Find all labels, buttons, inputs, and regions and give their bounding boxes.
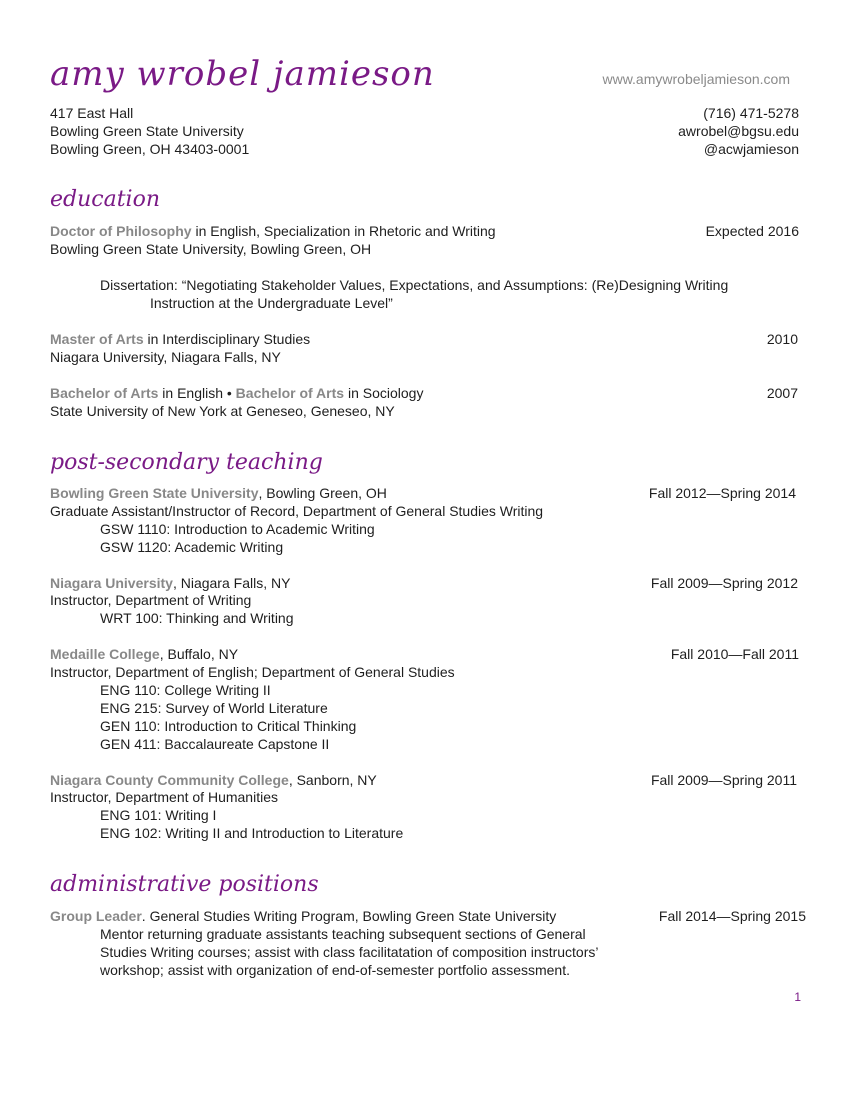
teaching-institution: Niagara County Community College <box>50 772 289 788</box>
admin-desc-line: Studies Writing courses; assist with class facilitatation of composition instructors’ <box>100 944 599 960</box>
teaching-heading: post-secondary teaching <box>50 450 323 475</box>
phone: (716) 471-5278 <box>703 105 799 121</box>
course-item: WRT 100: Thinking and Writing <box>100 610 294 626</box>
ma-date: 2010 <box>766 331 798 347</box>
teaching-dates: Fall 2009—Spring 2012 <box>650 575 798 591</box>
ma-line <box>50 330 310 348</box>
teaching-location: , Sanborn, NY <box>288 772 377 788</box>
phd-line <box>50 222 496 240</box>
course-item: GSW 1110: Introduction to Academic Writing <box>100 521 375 537</box>
address-line-3: Bowling Green, OH 43403-0001 <box>50 141 250 157</box>
course-item: ENG 215: Survey of World Literature <box>100 700 328 716</box>
course-item: GSW 1120: Academic Writing <box>100 539 284 555</box>
course-item: ENG 101: Writing I <box>100 807 217 823</box>
teaching-dates: Fall 2009—Spring 2011 <box>650 772 797 788</box>
teaching-institution-line <box>50 574 290 592</box>
teaching-institution: Medaille College <box>50 646 160 662</box>
teaching-institution: Bowling Green State University <box>50 485 259 501</box>
admin-desc-line: workshop; assist with organization of end-of-semester portfolio assessment. <box>100 962 570 978</box>
teaching-institution-line <box>50 645 238 663</box>
course-item: GEN 411: Baccalaureate Capstone II <box>100 736 330 752</box>
ba-school: State University of New York at Geneseo, Geneseo, NY <box>50 403 395 419</box>
ba-line <box>50 384 423 402</box>
teaching-dates: Fall 2010—Fall 2011 <box>670 646 799 662</box>
ba-field-2: in Sociology <box>344 385 424 401</box>
admin-org: . General Studies Writing Program, Bowling Green State University <box>141 908 557 924</box>
phd-date: Expected 2016 <box>705 223 799 239</box>
admin-title: Group Leader <box>50 908 142 924</box>
teaching-location: , Niagara Falls, NY <box>172 575 291 591</box>
ba-degree-2: Bachelor of Arts <box>235 385 345 401</box>
phd-field: in English, Specialization in Rhetoric and Writing <box>191 223 496 239</box>
teaching-institution: Niagara University <box>50 575 173 591</box>
ba-degree-1: Bachelor of Arts <box>50 385 159 401</box>
teaching-institution-line <box>50 771 377 789</box>
website-link[interactable]: www.amywrobeljamieson.com <box>602 71 790 87</box>
address-line-2: Bowling Green State University <box>50 123 244 139</box>
teaching-role: Instructor, Department of Humanities <box>50 789 278 805</box>
ma-school: Niagara University, Niagara Falls, NY <box>50 349 281 365</box>
page-number: 1 <box>794 990 801 1004</box>
ma-degree: Master of Arts <box>50 331 144 347</box>
teaching-dates: Fall 2012—Spring 2014 <box>648 485 796 501</box>
ba-field-1: in English • <box>158 385 236 401</box>
course-item: ENG 102: Writing II and Introduction to Literature <box>100 825 404 841</box>
admin-title-line <box>50 907 556 925</box>
admin-desc-line: Mentor returning graduate assistants teaching subsequent sections of General <box>100 926 586 942</box>
ba-date: 2007 <box>766 385 798 401</box>
teaching-location: , Bowling Green, OH <box>258 485 387 501</box>
education-heading: education <box>50 187 160 212</box>
teaching-role: Instructor, Department of English; Department of General Studies <box>50 664 455 680</box>
address-line-1: 417 East Hall <box>50 105 134 121</box>
phd-school: Bowling Green State University, Bowling Green, OH <box>50 241 372 257</box>
resume-name: amy wrobel jamieson <box>50 54 435 94</box>
dissertation-line-1: Dissertation: “Negotiating Stakeholder Values, Expectations, and Assumptions: (Re)Designing Writing <box>100 277 729 293</box>
email-link[interactable]: awrobel@bgsu.edu <box>678 123 799 139</box>
teaching-role: Graduate Assistant/Instructor of Record, Department of General Studies Writing <box>50 503 544 519</box>
course-item: ENG 110: College Writing II <box>100 682 271 698</box>
dissertation-line-2: Instruction at the Undergraduate Level” <box>150 295 393 311</box>
phd-degree: Doctor of Philosophy <box>50 223 192 239</box>
teaching-institution-line <box>50 484 387 502</box>
teaching-role: Instructor, Department of Writing <box>50 592 252 608</box>
ma-field: in Interdisciplinary Studies <box>143 331 311 347</box>
twitter-handle[interactable]: @acwjamieson <box>703 141 799 157</box>
admin-dates: Fall 2014—Spring 2015 <box>658 908 806 924</box>
teaching-location: , Buffalo, NY <box>159 646 239 662</box>
course-item: GEN 110: Introduction to Critical Thinking <box>100 718 357 734</box>
admin-heading: administrative positions <box>50 872 319 897</box>
